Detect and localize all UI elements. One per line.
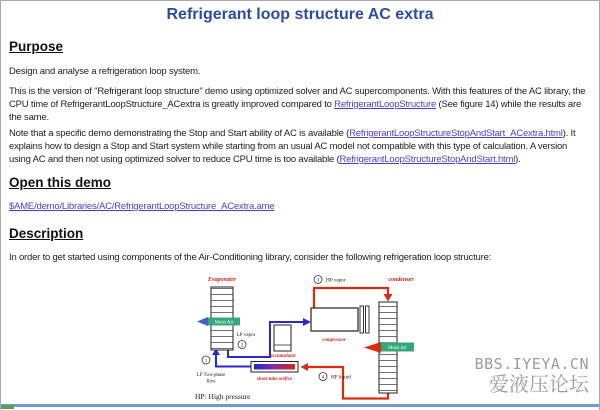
heading-description: Description <box>9 226 84 241</box>
link-refrigerant-loop-structure[interactable]: RefrigerantLoopStructure <box>334 99 437 110</box>
demo-file-link-row <box>9 201 274 212</box>
watermark-chinese: 爱液压论坛 <box>489 372 589 397</box>
watermark-url: BBS.IYEYA.CN <box>474 355 589 373</box>
description-paragraph <box>9 251 591 264</box>
lp-twophase-pipe <box>216 354 252 367</box>
state-3-number: 3 <box>316 278 320 284</box>
hp-liquid-pipe <box>308 367 388 399</box>
diagram-legend: HP: High pressure <box>195 392 251 401</box>
compressor-body <box>311 308 358 331</box>
state-4-number: 4 <box>321 375 325 381</box>
state-2-number: 2 <box>240 343 244 349</box>
compressor-plate <box>366 306 370 333</box>
purpose-paragraph-3 <box>9 127 591 166</box>
hp-vapor-label: HP vapor <box>326 277 346 284</box>
watermark <box>475 356 589 396</box>
state-1-number: 1 <box>204 359 208 364</box>
moist-air-evaporator-label: Moist Air <box>214 320 234 326</box>
hp-liquid-label: HP liquid <box>331 374 351 381</box>
paragraph-text: In order to get started using components of the Air-Conditioning library, consider the following refrigeration loop structure: <box>9 252 492 263</box>
lp-twophase-label-line1: LP Two-phase <box>196 373 226 378</box>
purpose-paragraph-2 <box>9 85 591 124</box>
moist-air-condenser-label: Moist Air <box>388 346 407 352</box>
heading-purpose: Purpose <box>9 39 64 54</box>
paragraph-text: ). <box>515 154 521 165</box>
bottom-left-green-segment <box>1 405 14 409</box>
short-tube-orifice-label: short tube orifice <box>256 377 293 382</box>
link-demo-ame-file[interactable]: $AME/demo/Libraries/AC/RefrigerantLoopStructure_ACextra.ame <box>9 201 275 212</box>
accumulator-component <box>274 325 291 351</box>
refrigeration-loop-diagram <box>151 265 461 405</box>
hp-pipe-arrow-down <box>384 294 393 302</box>
paragraph-text: Note that a specific demo demonstrating the Stop and Start ability of AC is available ( <box>9 128 350 139</box>
link-stop-and-start-acextra[interactable]: RefrigerantLoopStructureStopAndStart_ACextra.html <box>349 128 563 139</box>
paragraph-text: ). It explains how to design a Stop and Start system while starting from an usual AC model not compatible with this type of calculation. A version using AC and then not using optimized solver to reduce CPU time is too available ( <box>9 128 576 165</box>
hp-vapor-pipe <box>314 288 388 308</box>
lp-vapor-label: LP vapor <box>236 332 256 338</box>
accumulator-label: accumulator <box>269 354 297 359</box>
bottom-frame-border <box>1 404 599 407</box>
lp-pipe-arrow-right <box>303 318 311 326</box>
condenser-label: condenser <box>388 277 414 283</box>
hp-pipe-arrow-left <box>301 363 309 371</box>
page-title: Refrigerant loop structure AC extra <box>166 6 434 23</box>
purpose-paragraph-1 <box>9 65 591 78</box>
lp-vapor-pipe <box>228 322 303 357</box>
heading-open-this-demo: Open this demo <box>9 175 112 190</box>
evaporator-label: Evaporator <box>207 277 237 283</box>
short-tube-orifice-gradient <box>254 364 295 370</box>
moist-air-arrow-condenser-icon <box>364 342 381 353</box>
paragraph-text: (See figure 14) while the results are the same. <box>9 99 582 123</box>
moist-air-arrow-evaporator-icon <box>197 317 208 326</box>
paragraph-text: Design and analyse a refrigeration loop system. <box>9 66 201 77</box>
link-stop-and-start[interactable]: RefrigerantLoopStructureStopAndStart.html <box>339 154 516 165</box>
compressor-label: compressor <box>322 338 346 343</box>
lp-twophase-label-line2: flow <box>206 379 216 385</box>
compressor-plate <box>360 306 364 333</box>
paragraph-text: This is the version of "Refrigerant loop structure" demo using optimized solver and AC supercomponents. With this features of the AC library, the CPU time of RefrigerantLoopStructure_ACextra is greatly improved compared to <box>9 86 586 110</box>
